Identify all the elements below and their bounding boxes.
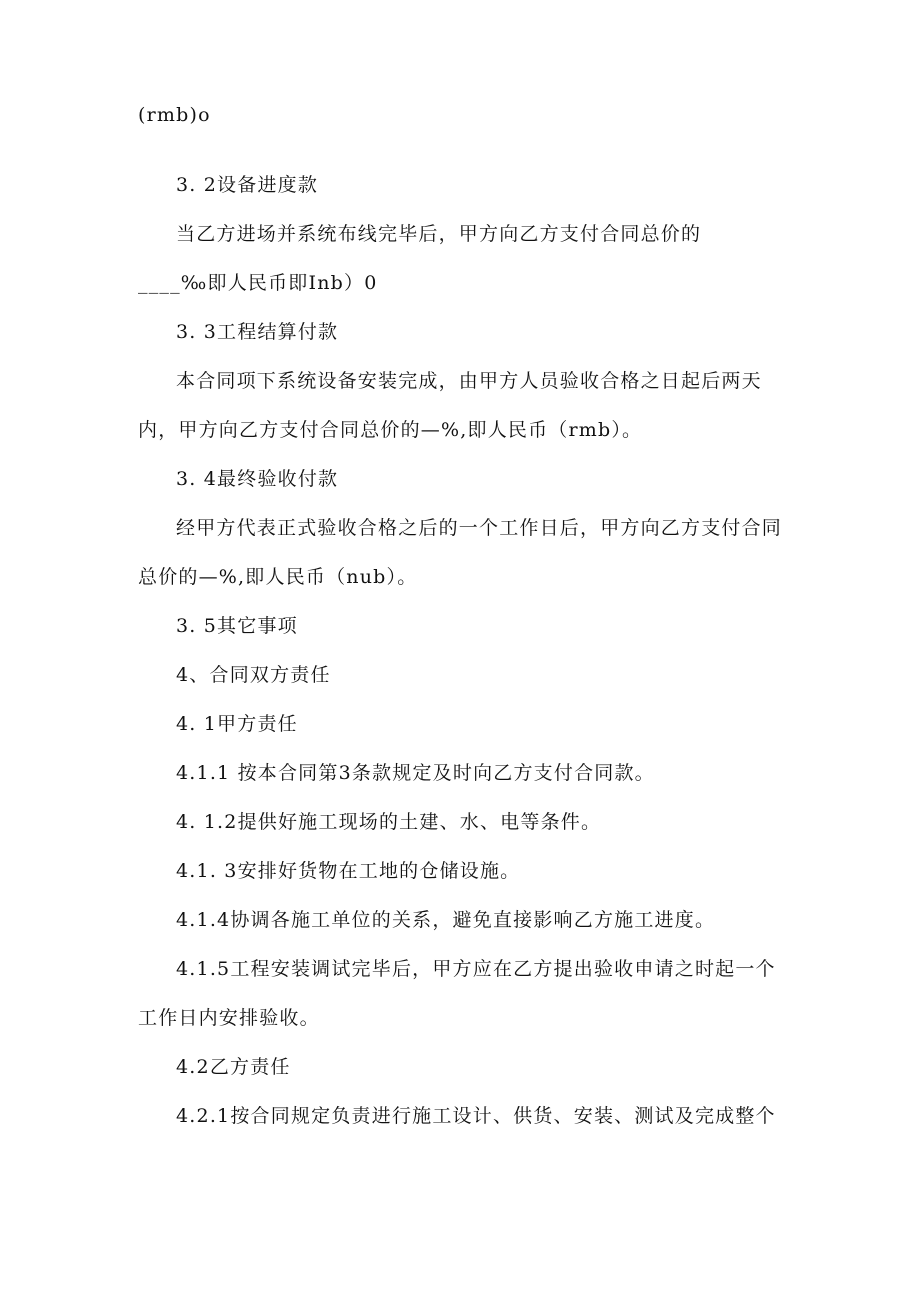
paragraph-line: 4.2.1按合同规定负责进行施工设计、供货、安装、测试及完成整个 (176, 1105, 776, 1127)
paragraph-line: 经甲方代表正式验收合格之后的一个工作日后，甲方向乙方支付合同 (176, 517, 783, 539)
paragraph-line: 本合同项下系统设备安装完成，由甲方人员验收合格之日起后两天 (176, 370, 762, 392)
section-heading: 3. 2设备进度款 (176, 174, 319, 196)
text-line: (rmb)o (138, 104, 211, 126)
paragraph-line: 当乙方进场并系统布线完毕后，甲方向乙方支付合同总价的 (176, 223, 702, 245)
paragraph-line: 总价的—%,即人民币（nub）。 (138, 566, 418, 588)
paragraph-line: ____‰即人民币即Inb）0 (138, 272, 378, 294)
paragraph-line: 4.1.5工程安装调试完毕后，甲方应在乙方提出验收申请之时起一个 (176, 958, 776, 980)
paragraph-line: 4.1.4协调各施工单位的关系，避免直接影响乙方施工进度。 (176, 909, 716, 931)
paragraph-line: 内，甲方向乙方支付合同总价的—%,即人民币（rmb）。 (138, 419, 643, 441)
paragraph-line: 工作日内安排验收。 (138, 1007, 320, 1029)
section-heading: 4. 1甲方责任 (176, 713, 298, 735)
paragraph-line: 4.1. 3安排好货物在工地的仓储设施。 (176, 860, 521, 882)
section-heading: 3. 5其它事项 (176, 615, 298, 637)
paragraph-line: 4. 1.2提供好施工现场的土建、水、电等条件。 (176, 811, 602, 833)
section-heading: 3. 4最终验收付款 (176, 468, 339, 490)
section-heading: 4.2乙方责任 (176, 1056, 291, 1078)
section-heading: 4、合同双方责任 (176, 664, 331, 686)
paragraph-line: 4.1.1 按本合同第3条款规定及时向乙方支付合同款。 (176, 762, 655, 784)
section-heading: 3. 3工程结算付款 (176, 321, 339, 343)
